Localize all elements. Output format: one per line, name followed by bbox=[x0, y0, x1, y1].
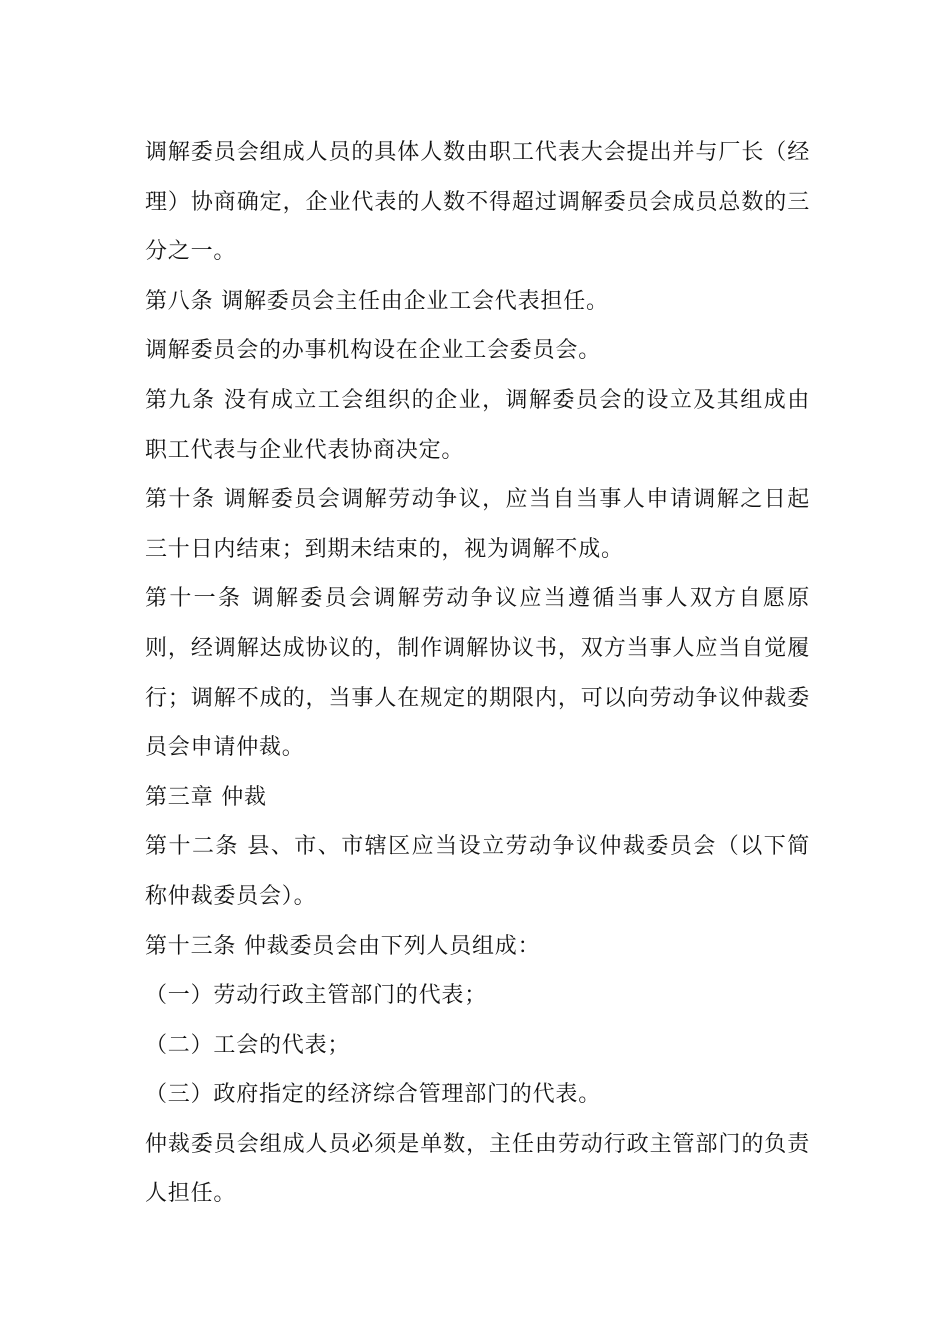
paragraph-committee-composition: 调解委员会组成人员的具体人数由职工代表大会提出并与厂长（经理）协商确定，企业代表的人数不得超过调解委员会成员总数的三分之一。 bbox=[145, 140, 810, 265]
paragraph-article-9: 第九条 没有成立工会组织的企业，调解委员会的设立及其组成由职工代表与企业代表协商决定。 bbox=[145, 387, 810, 463]
paragraph-office-location: 调解委员会的办事机构设在企业工会委员会。 bbox=[145, 338, 602, 364]
paragraph-article-11: 第十一条 调解委员会调解劳动争议应当遵循当事人双方自愿原则，经调解达成协议的，制作调解协议书，双方当事人应当自觉履行；调解不成的，当事人在规定的期限内，可以向劳动争议仲裁委员会申请仲裁。 bbox=[145, 586, 810, 761]
paragraph-article-13: 第十三条 仲裁委员会由下列人员组成： bbox=[145, 933, 541, 959]
document-body bbox=[145, 128, 810, 1219]
list-item-economic-dept: （三）政府指定的经济综合管理部门的代表。 bbox=[145, 1082, 602, 1108]
paragraph-article-10: 第十条 调解委员会调解劳动争议，应当自当事人申请调解之日起三十日内结束；到期未结束的，视为调解不成。 bbox=[145, 487, 810, 562]
paragraph-article-12: 第十二条 县、市、市辖区应当设立劳动争议仲裁委员会（以下简称仲裁委员会）。 bbox=[145, 834, 810, 909]
chapter-heading-arbitration: 第三章 仲裁 bbox=[145, 784, 267, 810]
paragraph-article-8: 第八条 调解委员会主任由企业工会代表担任。 bbox=[145, 288, 609, 314]
list-item-union: （二）工会的代表； bbox=[145, 1032, 351, 1058]
paragraph-arbitration-membership: 仲裁委员会组成人员必须是单数，主任由劳动行政主管部门的负责人担任。 bbox=[145, 1131, 810, 1207]
list-item-labor-admin: （一）劳动行政主管部门的代表； bbox=[145, 983, 488, 1009]
